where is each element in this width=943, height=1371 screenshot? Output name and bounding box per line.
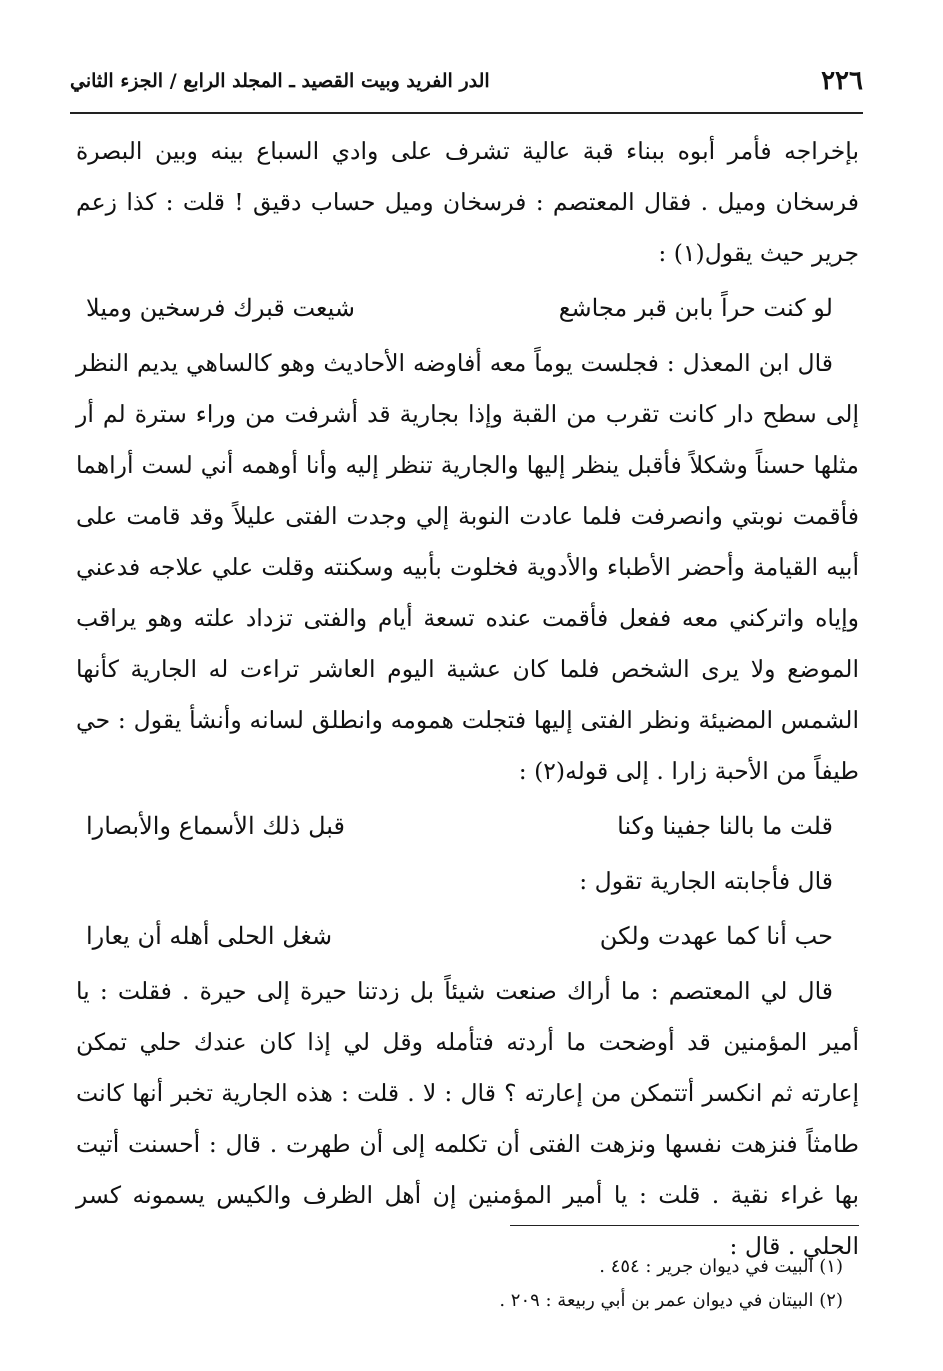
footnote-2: (٢) البيتان في ديوان عمر بن أبي ربيعة : ٢٠٩ .: [499, 1290, 843, 1311]
verse-3: [76, 911, 859, 962]
page-number: ٢٢٦: [821, 66, 863, 96]
footnotes: [120, 1250, 843, 1318]
footnote-1: (١) البيت في ديوان جرير : ٤٥٤ .: [599, 1256, 843, 1277]
verse-3-second-hemistich: شغل الحلى أهله أن يعارا: [86, 922, 333, 950]
verse-2-first-hemistich: قلت ما بالنا جفينا وكنا: [617, 812, 833, 840]
verse-3-first-hemistich: حب أنا كما عهدت ولكن: [599, 922, 833, 950]
header-rule: [70, 112, 863, 114]
paragraph-4: قال لي المعتصم : ما أراك صنعت شيئاً بل زدتنا حيرة إلى حيرة . فقلت : يا أمير المؤمنين قد أوضحت ما أردته فتأمله وقل لي إذا كان عندك حلي تمكن إعارته ثم انكسر أتتمكن من إعارته ؟ قال : لا . قلت : هذه الجارية تخبر أنها كانت طامثاً فنزهت نفسها ونزهت الفتى أن تكلمه إلى أن طهرت . قال : أحسنت أتيت بها غراء نقية . قلت : يا أمير المؤمنين إن أهل الظرف والكيس يسمونه كسر الحلي . قال :: [76, 977, 859, 1260]
verse-1-first-hemistich: لو كنت حراً بابن قبر مجاشع: [558, 294, 833, 322]
verse-2-second-hemistich: قبل ذلك الأسماع والأبصارا: [86, 812, 345, 840]
paragraph-1: بإخراجه فأمر أبوه ببناء قبة عالية تشرف على وادي السباع بينه وبين البصرة فرسخان وميل . فقال المعتصم : فرسخان وميل حساب دقيق ! قلت : كذا زعم جرير حيث يقول(١) :: [76, 137, 859, 267]
verse-1-second-hemistich: شيعت قبرك فرسخين وميلا: [86, 294, 355, 322]
footnote-rule: [510, 1225, 859, 1226]
paragraph-3: قال فأجابته الجارية تقول :: [579, 867, 833, 895]
running-title: الدر الفريد وبيت القصيد ـ المجلد الرابع / الجزء الثاني: [70, 70, 490, 92]
verse-2: [76, 801, 859, 852]
verse-1: [76, 283, 859, 334]
page-header: [70, 66, 863, 106]
page-body: [76, 126, 859, 1272]
paragraph-2: قال ابن المعذل : فجلست يوماً معه أفاوضه الأحاديث وهو كالساهي يديم النظر إلى سطح دار كانت تقرب من القبة وإذا بجارية قد أشرفت من وراء سترة لم أر مثلها حسناً وشكلاً فأقبل ينظر إليها والجارية تنظر إليه وأنا أوهمه أني لست أراهما فأقمت نوبتي وانصرفت فلما عادت النوبة إلي وجدت الفتى عليلاً وقد قامت على أبيه القيامة وأحضر الأطباء والأدوية فخلوت بأبيه وسكنته وقلت علي علاجه فدعني وإياه واتركني معه ففعل فأقمت عنده تسعة أيام والفتى تزداد علته وهو يراقب الموضع ولا يرى الشخص فلما كان عشية اليوم العاشر تراءت له الجارية كأنها الشمس المضيئة ونظر الفتى إليها فتجلت همومه وانطلق لسانه وأنشأ يقول : حي طيفاً من الأحبة زارا . إلى قوله(٢) :: [76, 349, 859, 785]
